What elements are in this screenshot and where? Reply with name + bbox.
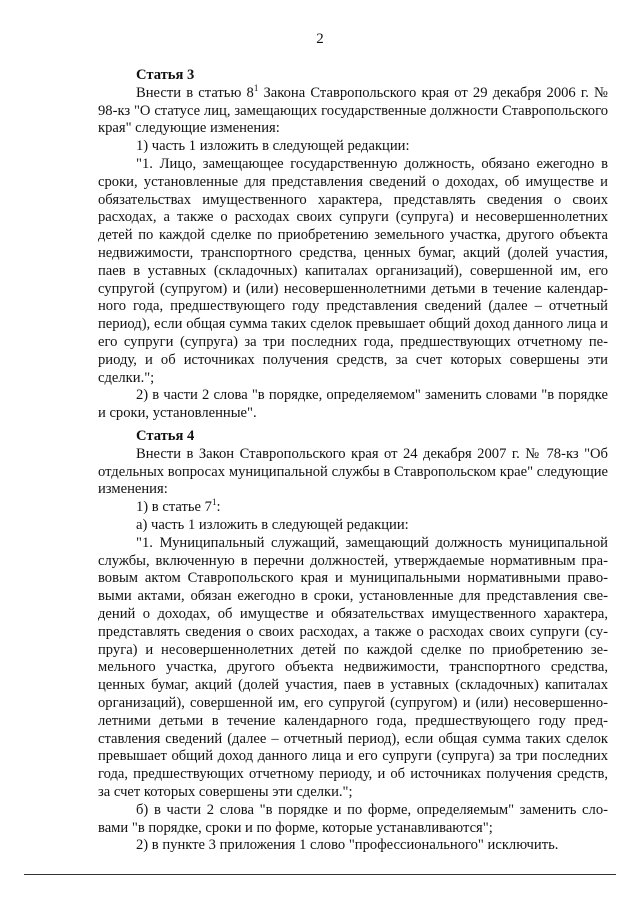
article-3-quoted-text: "1. Лицо, замещающее государственную должность, обязано ежегодно в сроки, установленные для представления сведений о доходах, об имуществе и обязательствах имущественного характера, представлять сведения о своих расходах, а также о расходах своих супруги (супруга) и несовершеннолетних детей по каждой сделке по приобретению земельного участка, другого объекта недвижимости, транспортного средства, ценных бумаг, акций (долей участия, паев в уставных (складочных) капиталах организаций), совершенной им, его супругой (супругом) и (или) несовершеннолетними детьми в течение календарного года, предшествующего году представления сведений (далее – отчетный период), если общая сумма таких сделок превышает общий доход данного лица и его супруги (супруга) за три последних года, предшествующих отчетному периоду, и об источниках получения средств, за счет которых совершены эти сделки."; <box>98 155 608 386</box>
article-4-item-1-end: : <box>216 499 221 516</box>
article-3-item-1: 1) часть 1 изложить в следующей редакции: <box>136 138 410 155</box>
article-3-intro-start: Внести в статью 8 <box>136 84 254 101</box>
page-number: 2 <box>316 31 324 47</box>
article-4-section <box>98 428 608 855</box>
article-4-item-1-superscript: 1 <box>211 497 217 508</box>
article-3-intro-rest: Закона Ставропольского края от 29 декабря 2006 г. № 98-кз "О статусе лиц, замещающих государственные должности Ставропольского края" следующие изменения: <box>98 84 608 137</box>
article-4-item-1 <box>98 499 608 517</box>
article-4-heading: Статья 4 <box>136 428 195 444</box>
bottom-divider <box>24 874 616 875</box>
article-3-heading: Статья 3 <box>136 67 195 83</box>
article-3-section <box>98 67 608 423</box>
article-3-item-2: 2) в части 2 слова "в порядке, определяемом" заменить словами "в порядке и сроки, установленные". <box>98 387 608 422</box>
article-4-intro: Внести в Закон Ставропольского края от 24 декабря 2007 г. № 78-кз "Об отдельных вопросах муниципальной службы в Ставропольском крае" следующие изменения: <box>98 445 608 498</box>
article-3-intro-superscript: 1 <box>253 82 259 93</box>
article-4-quoted-text: "1. Муниципальный служащий, замещающий должность муниципальной службы, включенную в перечни должностей, утверждаемые нормативным правовым актом Ставропольского края и муниципальными нормативными правовыми актами, обязан ежегодно в сроки, установленные для представления сведений о доходах, об имуществе и обязательствах имущественного характера, представлять сведения о своих расходах, а также о расходах своих супруги (супруга) и несовершеннолетних детей по каждой сделке по приобретению земельного участка, другого объекта недвижимости, транспортного средства, ценных бумаг, акций (долей участия, паев в уставных (складочных) капиталах организаций), совершенной им, его супругой (супругом) и (или) несовершеннолетними детьми в течение календарного года, предшествующего году представления сведений (далее – отчетный период), если общая сумма таких сделок превышает общий доход данного лица и его супруги (супруга) за три последних года, предшествующих отчетному периоду, и об источниках получения средств, за счет которых совершены эти сделки."; <box>98 534 608 800</box>
article-4-item-2: 2) в пункте 3 приложения 1 слово "профессионального" исключить. <box>136 837 559 854</box>
article-4-item-1b: б) в части 2 слова "в порядке и по форме, определяемым" заменить словами "в порядке, сроки и по форме, которые устанавливаются"; <box>98 801 608 836</box>
article-4-item-1-start: 1) в статье 7 <box>136 499 212 516</box>
article-3-intro <box>98 82 608 138</box>
article-4-item-1a: а) часть 1 изложить в следующей редакции: <box>136 516 409 533</box>
